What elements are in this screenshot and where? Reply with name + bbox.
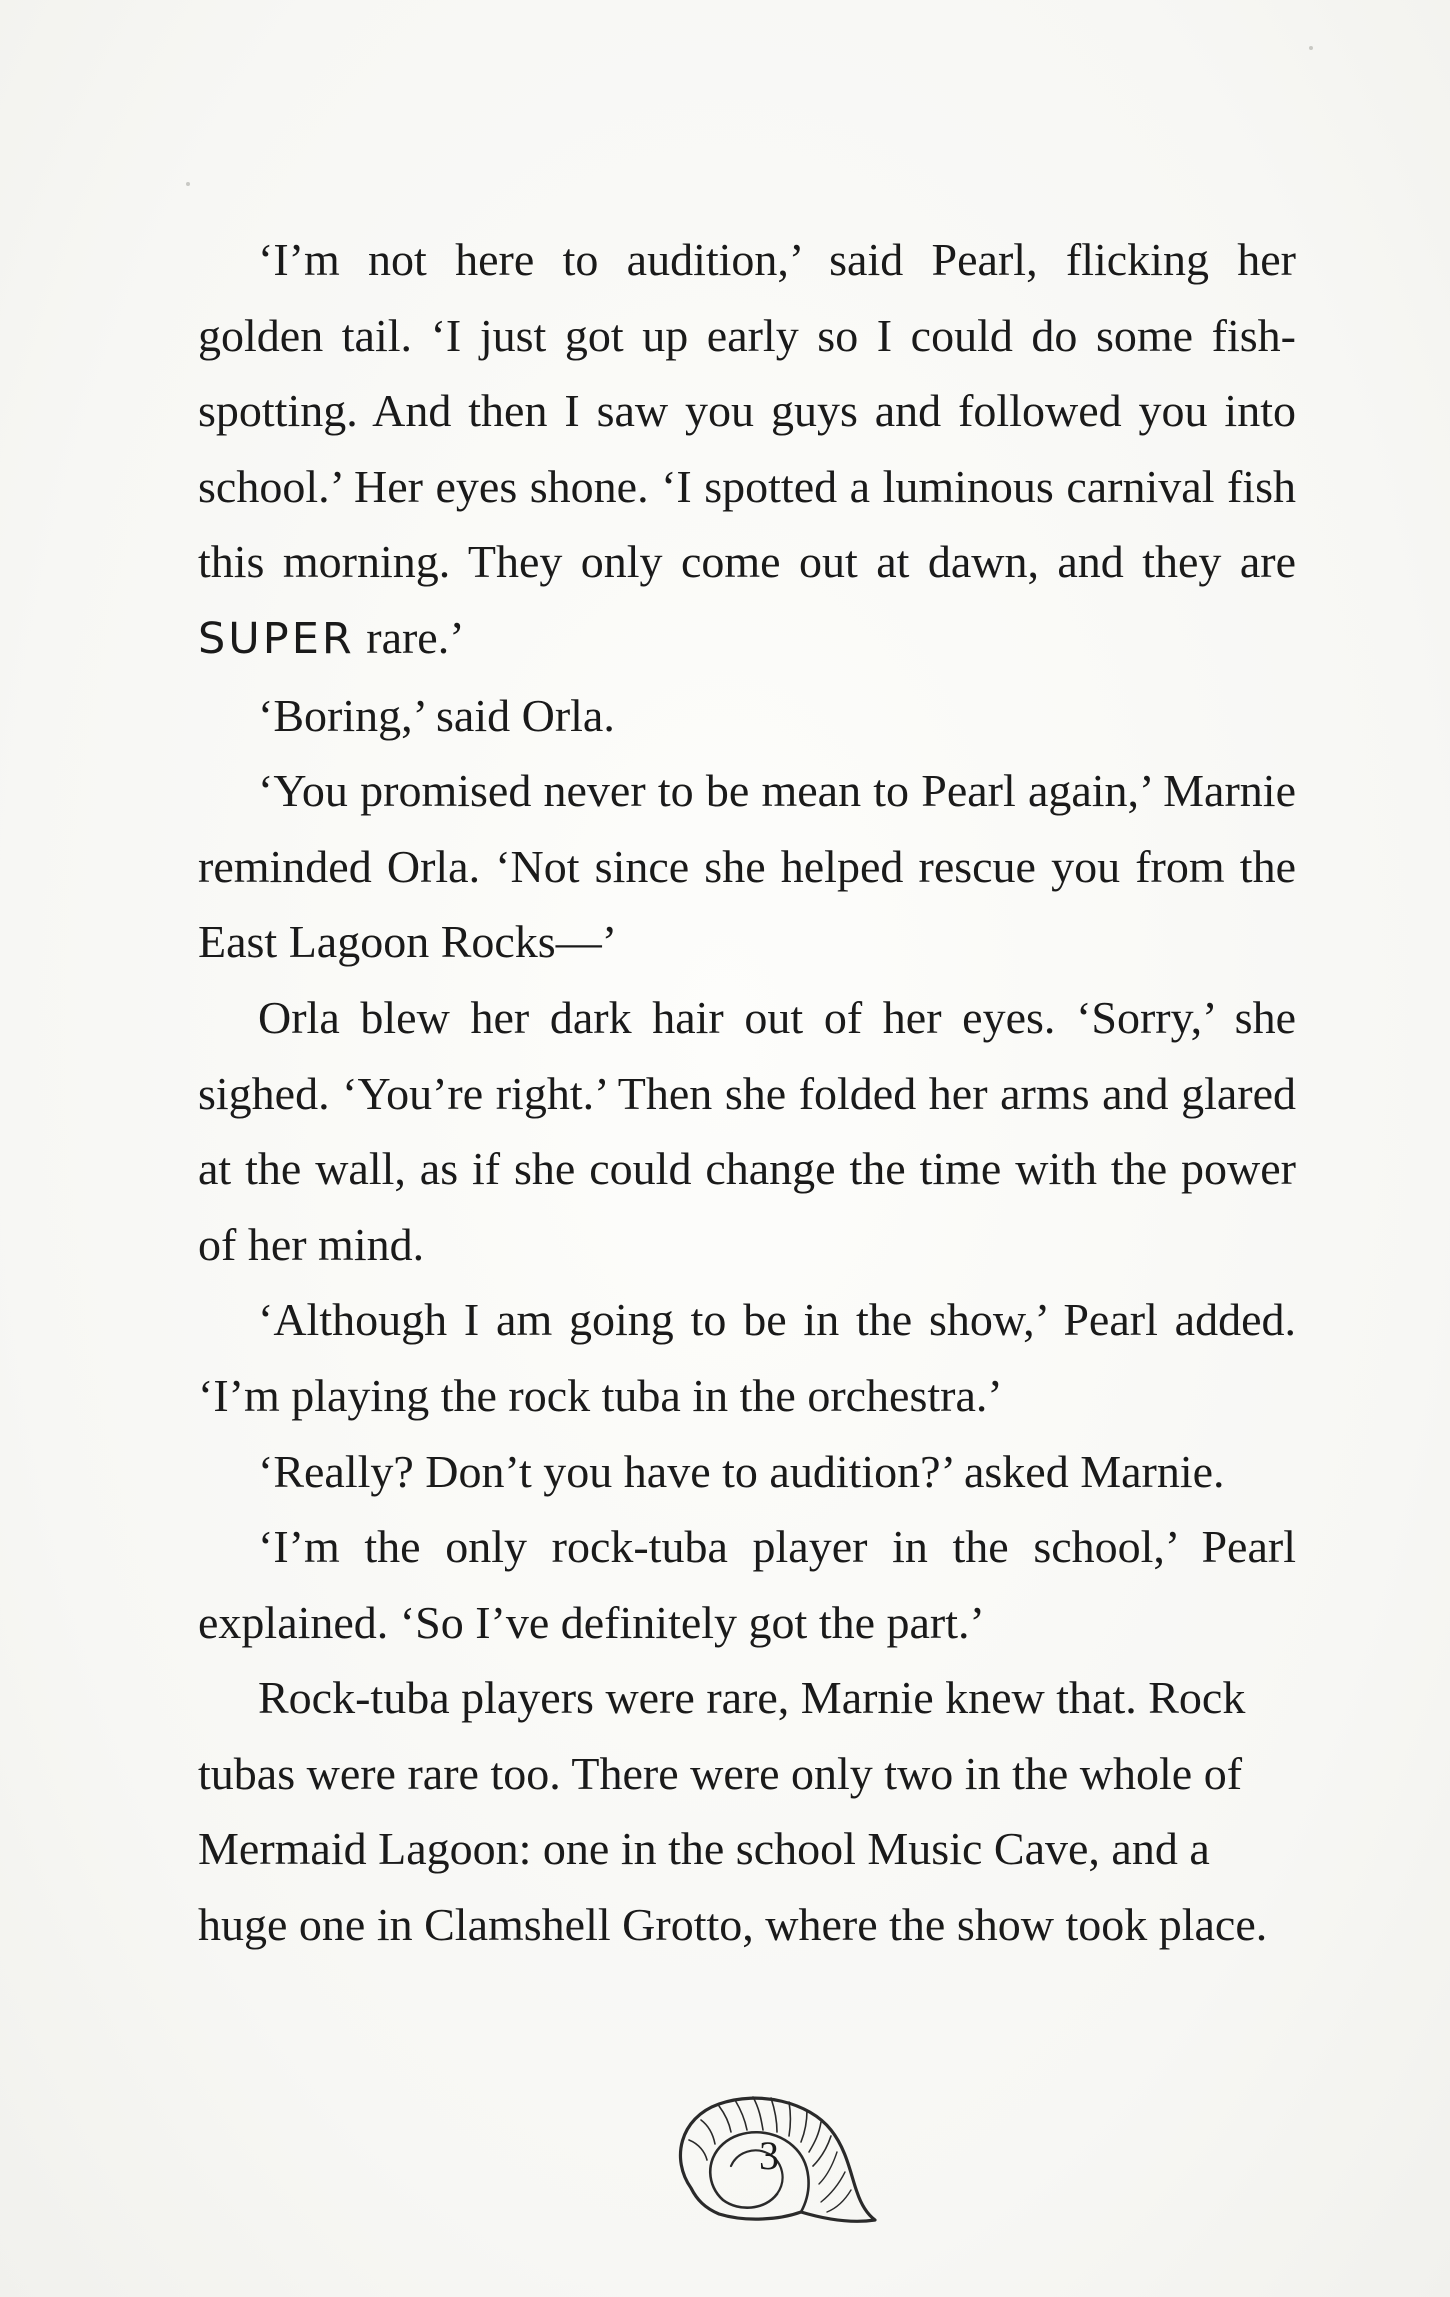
paragraph: ‘I’m the only rock-tuba player in the school,’ Pearl explained. ‘So I’ve definitely got the part.’ <box>198 1521 1296 1648</box>
paper-speck <box>186 182 190 186</box>
page-number-ornament <box>661 2080 891 2230</box>
paper-speck <box>1309 46 1313 50</box>
paragraph: Orla blew her dark hair out of her eyes. ‘Sorry,’ she sighed. ‘You’re right.’ Then she folded her arms and glared at the wall, as if she could change the time with the power of her mind. <box>198 991 1296 1270</box>
paragraph: ‘You promised never to be mean to Pearl again,’ Marnie reminded Orla. ‘Not since she helped rescue you from the East Lagoon Rocks—’ <box>198 765 1296 968</box>
page-number: 3 <box>759 2133 779 2178</box>
paragraph-text: rare.’ <box>354 611 465 663</box>
paragraph: ‘Although I am going to be in the show,’ Pearl added. ‘I’m playing the rock tuba in the orchestra.’ <box>198 1294 1296 1421</box>
paragraph <box>198 222 1296 678</box>
paragraph: Rock-tuba players were rare, Marnie knew that. Rock tubas were rare too. There were only two in the whole of Mermaid Lagoon: one in the school Music Cave, and a huge one in Clamshell Grotto, where the show took place. <box>198 1672 1268 1951</box>
body-text <box>198 222 1296 1963</box>
emphasis-text: SUPER <box>198 613 355 664</box>
paragraph-text: ‘I’m not here to audition,’ said Pearl, flicking her golden tail. ‘I just got up early so I could do some fish-spotting. And then I saw you guys and followed you into school.’ Her eyes shone. ‘I spotted a luminous carnival fish this morning. They only come out at dawn, and they are <box>198 234 1296 588</box>
paragraph: ‘Boring,’ said Orla. <box>258 689 615 741</box>
paragraph: ‘Really? Don’t you have to audition?’ asked Marnie. <box>258 1445 1225 1497</box>
